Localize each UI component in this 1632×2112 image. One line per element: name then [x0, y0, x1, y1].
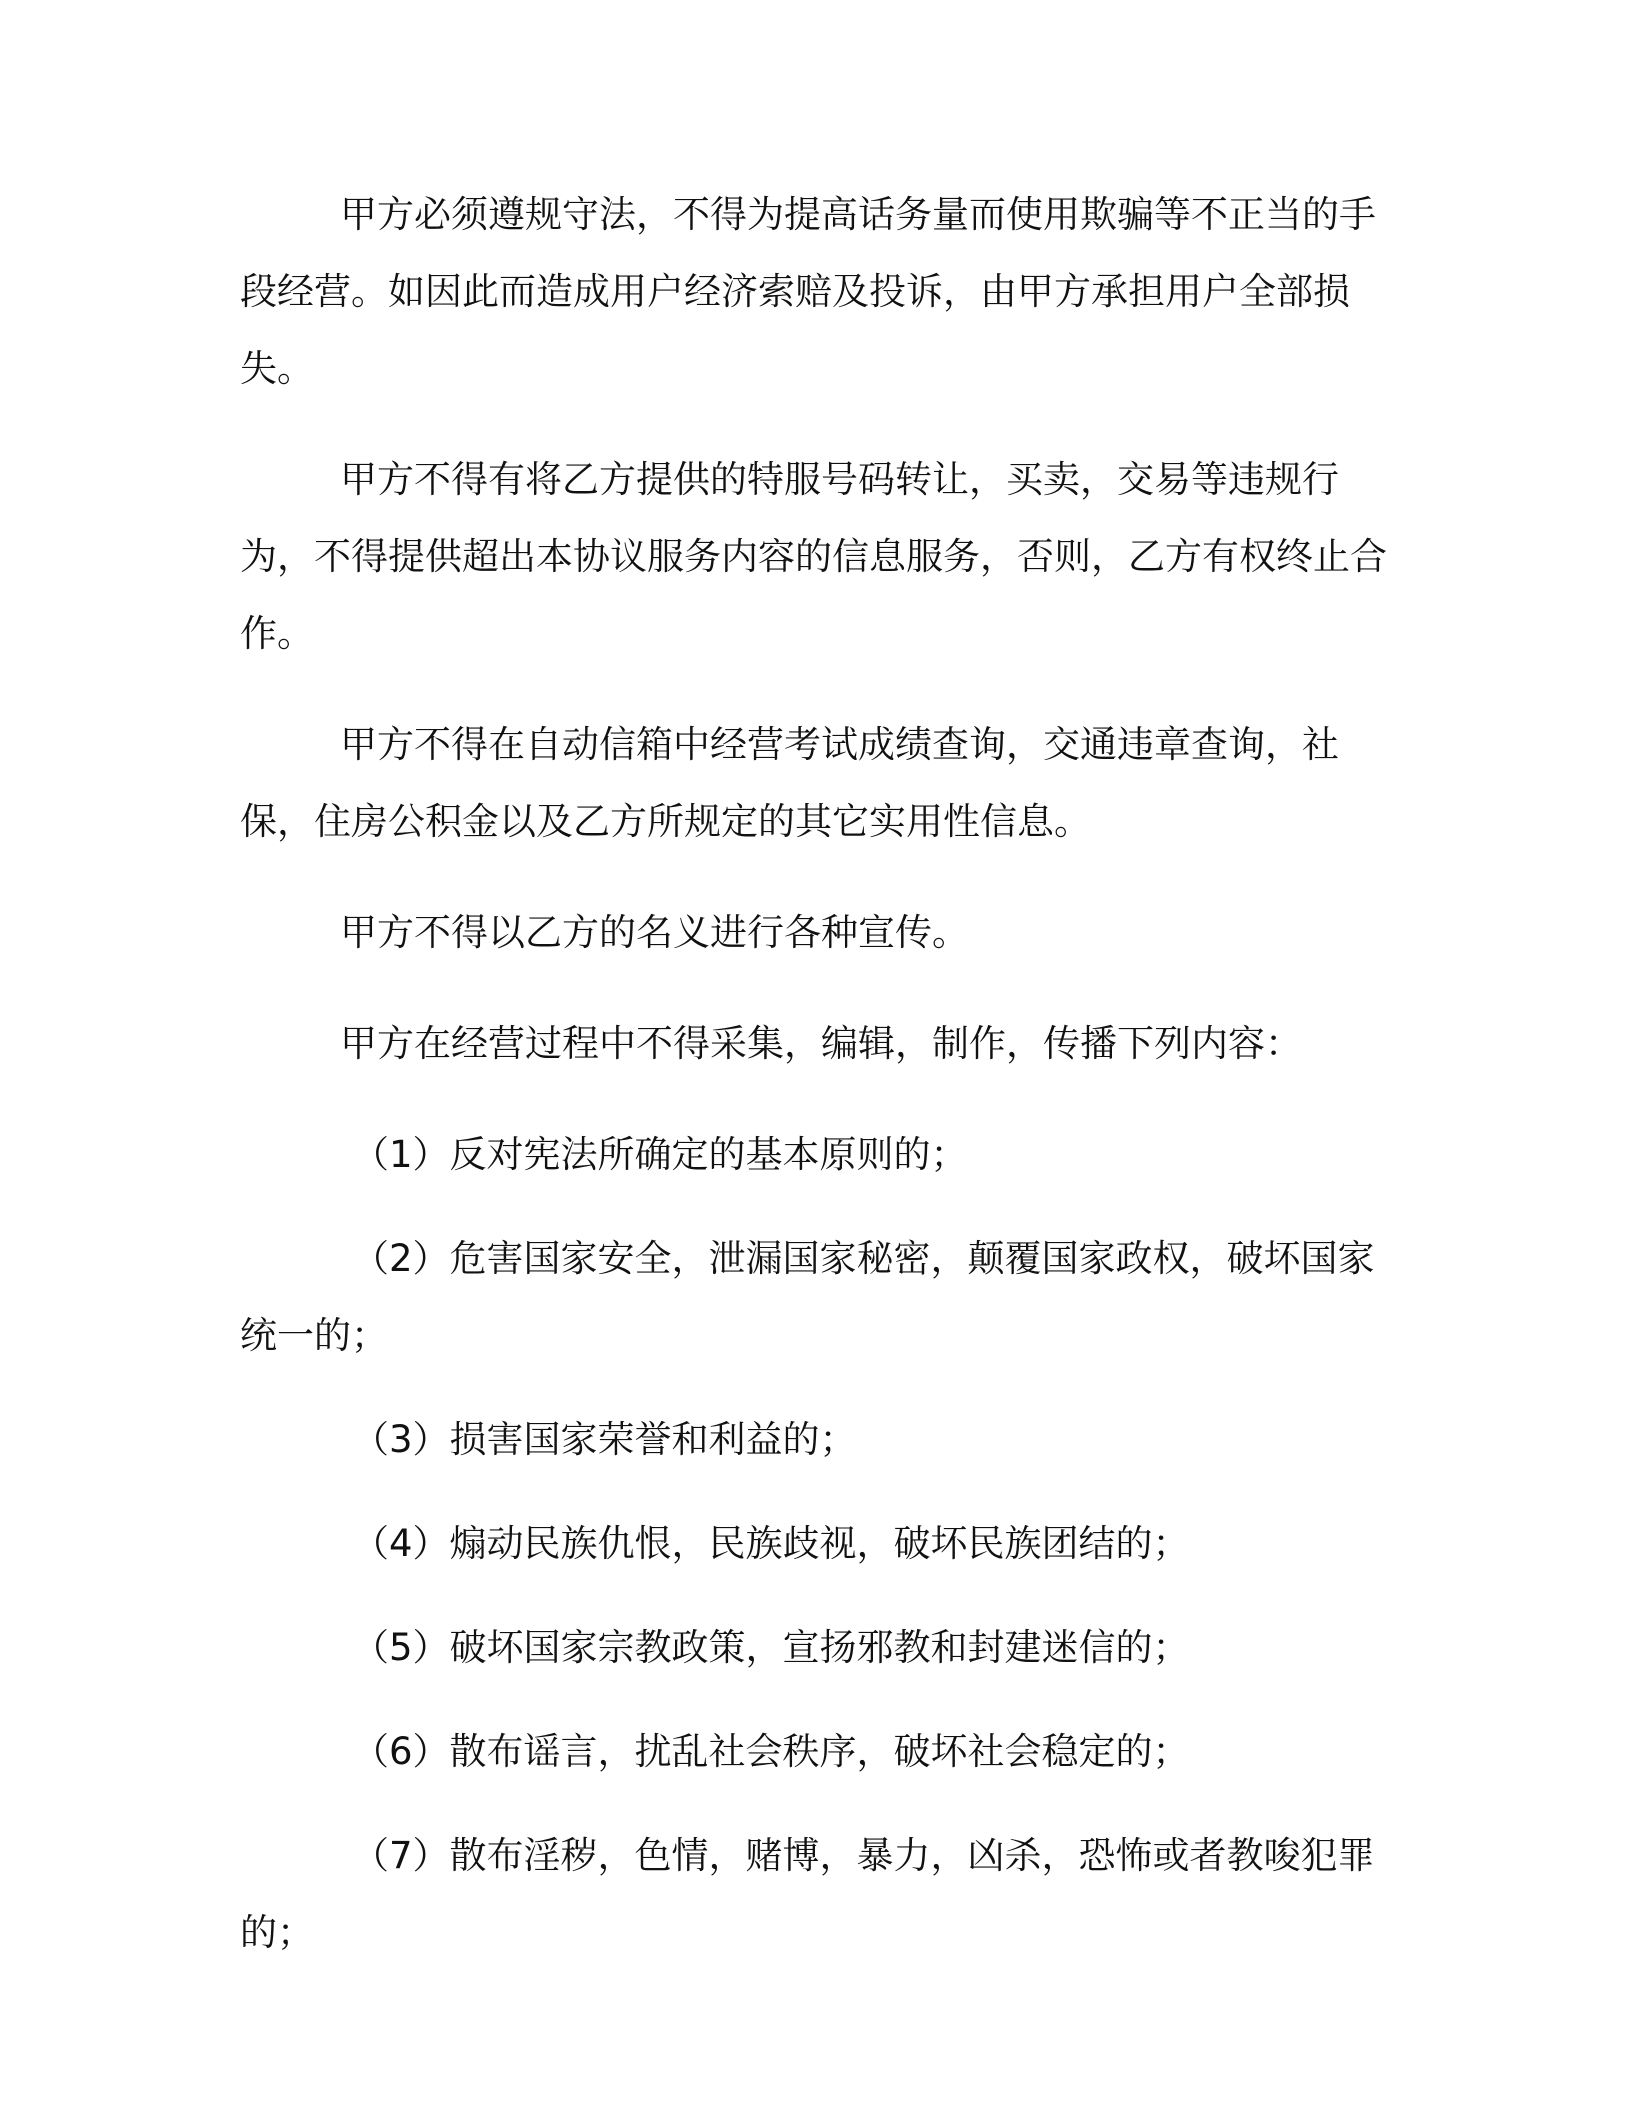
list-item: [240, 1505, 1400, 1582]
paragraph-5: 甲方在经营过程中不得采集，编辑，制作，传播下列内容：: [340, 1022, 1302, 1065]
list-item-text: 散布淫秽，色情，赌博，暴力，凶杀，恐怖或者教唆犯罪的；: [240, 1834, 1375, 1954]
paragraph-1: 甲方必须遵规守法，不得为提高话务量而使用欺骗等不正当的手段经营。如因此而造成用户经济索赔及投诉，由甲方承担用户全部损失。: [240, 193, 1376, 390]
list-item-text: 煽动民族仇恨，民族歧视，破坏民族团结的；: [449, 1522, 1190, 1565]
list-item-number: （7）: [352, 1834, 450, 1877]
list-item-number: （5）: [352, 1626, 450, 1669]
paragraph-2: 甲方不得有将乙方提供的特服号码转让，买卖，交易等违规行为，不得提供超出本协议服务内容的信息服务，否则，乙方有权终止合作。: [240, 458, 1387, 655]
list-item-number: （1）: [352, 1133, 450, 1176]
list-item: [240, 1609, 1400, 1686]
list-item-number: （4）: [352, 1522, 450, 1565]
list-item-text: 危害国家安全，泄漏国家秘密，颠覆国家政权，破坏国家统一的；: [240, 1237, 1375, 1357]
list-item: [240, 1220, 1400, 1374]
document-body: [240, 176, 1400, 1998]
paragraph-3: 甲方不得在自动信箱中经营考试成绩查询，交通违章查询，社保，住房公积金以及乙方所规定的其它实用性信息。: [240, 723, 1339, 843]
paragraph-4: 甲方不得以乙方的名义进行各种宣传。: [340, 911, 969, 954]
list-item: [240, 1116, 1400, 1193]
list-item-text: 反对宪法所确定的基本原则的；: [449, 1133, 968, 1176]
list-item-text: 损害国家荣誉和利益的；: [449, 1418, 857, 1461]
list-item-number: （3）: [352, 1418, 450, 1461]
list-item: [240, 1817, 1400, 1971]
list-item: [240, 1401, 1400, 1478]
list-item-number: （2）: [352, 1237, 450, 1280]
list-item: [240, 1713, 1400, 1790]
list-item-number: （6）: [352, 1730, 450, 1773]
list-item-text: 破坏国家宗教政策，宣扬邪教和封建迷信的；: [449, 1626, 1190, 1669]
list-item-text: 散布谣言，扰乱社会秩序，破坏社会稳定的；: [449, 1730, 1190, 1773]
